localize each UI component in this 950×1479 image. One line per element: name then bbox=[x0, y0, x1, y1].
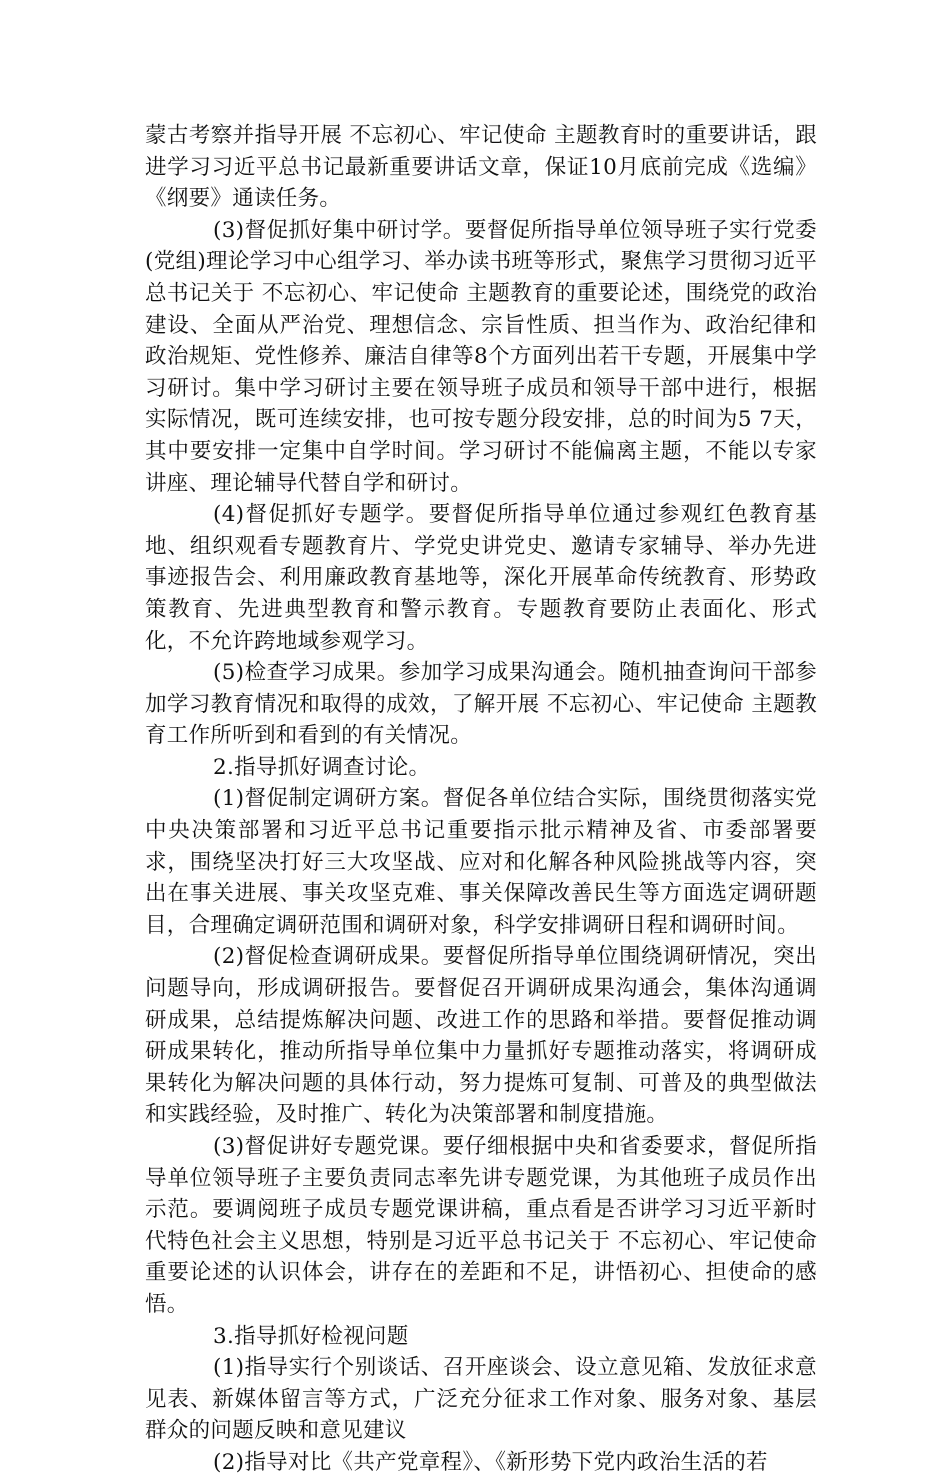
paragraph-party-lecture: (3)督促讲好专题党课。要仔细根据中央和省委要求，督促所指导单位领导班子主要负责同志率先讲专题党课，为其他班子成员作出示范。要调阅班子成员专题党课讲稿，重点看是否讲学习习近平新时代特色社会主义思想，特别是习近平总书记关于 不忘初心、牢记使命 重要论述的认识体会，讲存在的差距和不足，讲悟初心、担使命的感悟。 bbox=[145, 1134, 817, 1317]
paragraph-special-study: (4)督促抓好专题学。要督促所指导单位通过参观红色教育基地、组织观看专题教育片、学党史讲党史、邀请专家辅导、举办先进事迹报告会、利用廉政教育基地等，深化开展革命传统教育、形势政策教育、先进典型教育和警示教育。专题教育要防止表面化、形式化，不允许跨地域参观学习。 bbox=[145, 502, 817, 654]
section-heading-problems: 3.指导抓好检视问题 bbox=[213, 1323, 409, 1349]
paragraph-research-plan: (1)督促制定调研方案。督促各单位结合实际，围绕贯彻落实党中央决策部署和习近平总书记重要指示批示精神及省、市委部署要求，围绕坚决打好三大攻坚战、应对和化解各种风险挑战等内容，突出在事关进展、事关攻坚克难、事关保障改善民生等方面选定调研题目，合理确定调研范围和调研对象，科学安排调研日程和调研时间。 bbox=[145, 786, 817, 938]
paragraph-compare-charter: (2)指导对比《共产党章程》、《新形势下党内政治生活的若 bbox=[213, 1449, 768, 1475]
paragraph-research-results: (2)督促检查调研成果。要督促所指导单位围绕调研情况，突出问题导向，形成调研报告。要督促召开调研成果沟通会，集体沟通调研成果，总结提炼解决问题、改进工作的思路和举措。要督促推动调研成果转化，推动所指导单位集中力量抓好专题推动落实，将调研成果转化为解决问题的具体行动，努力提炼可复制、可普及的典型做法和实践经验，及时推广、转化为决策部署和制度措施。 bbox=[145, 944, 817, 1128]
section-heading-research: 2.指导抓好调查讨论。 bbox=[213, 754, 431, 780]
document-body bbox=[145, 120, 817, 1479]
paragraph-focused-study: (3)督促抓好集中研讨学。要督促所指导单位领导班子实行党委(党组)理论学习中心组学习、举办读书班等形式，聚焦学习贯彻习近平总书记关于 不忘初心、牢记使命 主题教育的重要论述，围绕党的政治建设、全面从严治党、理想信念、宗旨性质、担当作为、政治纪律和政治规矩、党性修养、廉洁自律等8个方面列出若干专题，开展集中学习研讨。集中学习研讨主要在领导班子成员和领导干部中进行，根据实际情况，既可连续安排，也可按专题分段安排，总的时间为5 7天，其中要安排一定集中自学时间。学习研讨不能偏离主题，不能以专家讲座、理论辅导代替自学和研讨。 bbox=[145, 217, 817, 496]
paragraph-check-results: (5)检查学习成果。参加学习成果沟通会。随机抽查询问干部参加学习教育情况和取得的成效，了解开展 不忘初心、牢记使命 主题教育工作所听到和看到的有关情况。 bbox=[145, 660, 817, 749]
paragraph-continuation: 蒙古考察并指导开展 不忘初心、牢记使命 主题教育时的重要讲话，跟进学习习近平总书记最新重要讲话文章，保证10月底前完成《选编》《纲要》通读任务。 bbox=[145, 123, 817, 212]
paragraph-collect-opinions: (1)指导实行个别谈话、召开座谈会、设立意见箱、发放征求意见表、新媒体留言等方式，广泛充分征求工作对象、服务对象、基层群众的问题反映和意见建议 bbox=[145, 1355, 817, 1444]
